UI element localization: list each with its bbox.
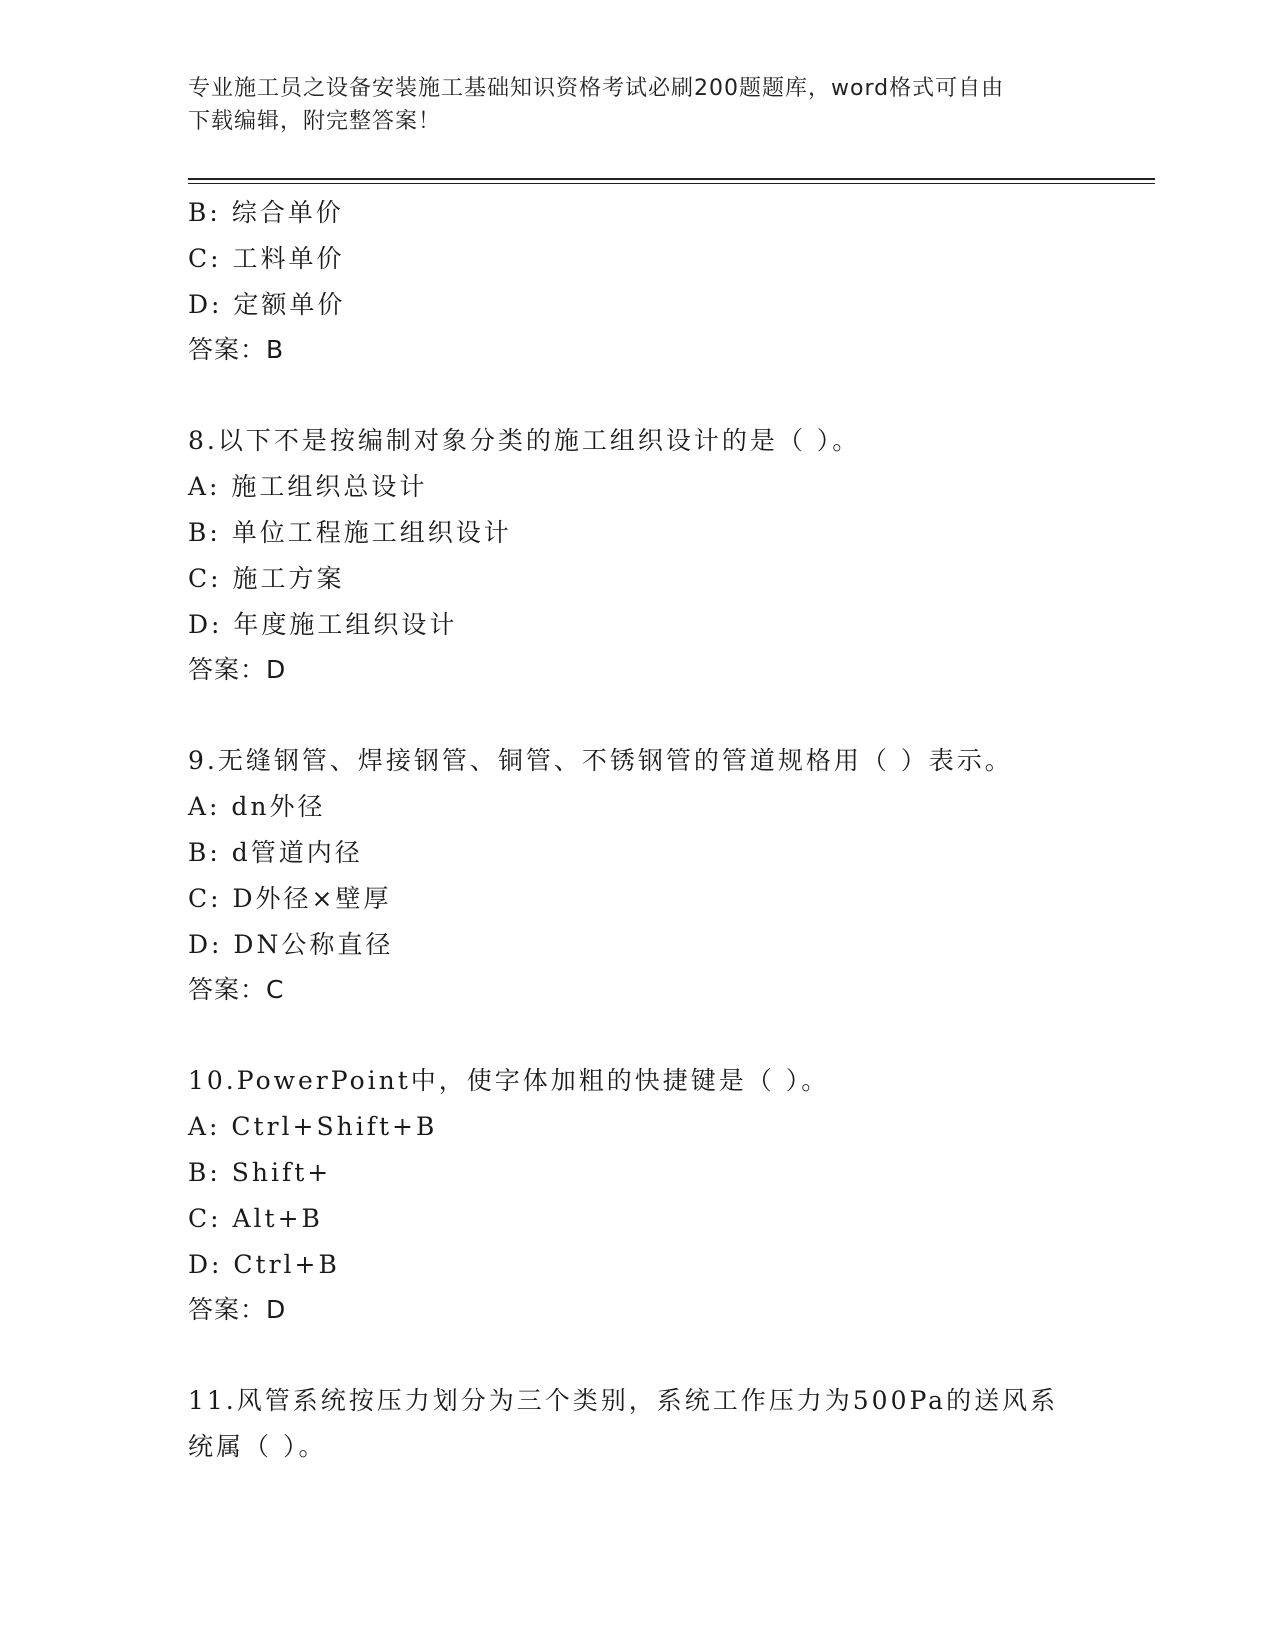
question-text: 9.无缝钢管、焊接钢管、铜管、不锈钢管的管道规格用（ ）表示。 xyxy=(188,746,1013,775)
option-d: D: DN公称直径 xyxy=(188,930,394,959)
question-11 xyxy=(188,1378,1088,1470)
answer-line: 答案：C xyxy=(188,975,285,1004)
question-9 xyxy=(188,738,1088,1012)
question-7-continued xyxy=(188,190,1088,372)
spacer xyxy=(188,1012,1088,1058)
option-c: C: Alt+B xyxy=(188,1204,323,1233)
question-text-line-2: 统属（ ）。 xyxy=(188,1432,327,1461)
question-text-line-1: 11.风管系统按压力划分为三个类别，系统工作压力为500Pa的送风系 xyxy=(188,1386,1059,1415)
question-8 xyxy=(188,418,1088,692)
answer-line: 答案：B xyxy=(188,335,285,364)
option-a: A: Ctrl+Shift+B xyxy=(188,1112,438,1141)
question-text: 8.以下不是按编制对象分类的施工组织设计的是（ ）。 xyxy=(188,426,861,455)
header-line-2: 下载编辑，附完整答案！ xyxy=(188,109,442,134)
option-c: C: 工料单价 xyxy=(188,244,345,273)
spacer xyxy=(188,1332,1088,1378)
option-a: A: 施工组织总设计 xyxy=(188,472,428,501)
answer-line: 答案：D xyxy=(188,655,287,684)
option-c: C: D外径×壁厚 xyxy=(188,884,392,913)
option-b: B: 综合单价 xyxy=(188,198,344,227)
spacer xyxy=(188,692,1088,738)
option-b: B: 单位工程施工组织设计 xyxy=(188,518,512,547)
option-a: A: dn外径 xyxy=(188,792,326,821)
header-line-1: 专业施工员之设备安装施工基础知识资格考试必刷200题题库，word格式可自由 xyxy=(188,76,1005,101)
document-header xyxy=(188,72,1068,138)
option-b: B: d管道内径 xyxy=(188,838,363,867)
question-text: 10.PowerPoint中，使字体加粗的快捷键是（ ）。 xyxy=(188,1066,830,1095)
header-divider-thick xyxy=(188,178,1155,180)
option-d: D: Ctrl+B xyxy=(188,1250,340,1279)
question-10 xyxy=(188,1058,1088,1332)
spacer xyxy=(188,372,1088,418)
option-d: D: 定额单价 xyxy=(188,290,346,319)
option-d: D: 年度施工组织设计 xyxy=(188,610,458,639)
header-divider-thin xyxy=(188,183,1155,184)
question-content xyxy=(188,190,1088,1470)
option-b: B: Shift+ xyxy=(188,1158,332,1187)
option-c: C: 施工方案 xyxy=(188,564,345,593)
answer-line: 答案：D xyxy=(188,1295,287,1324)
